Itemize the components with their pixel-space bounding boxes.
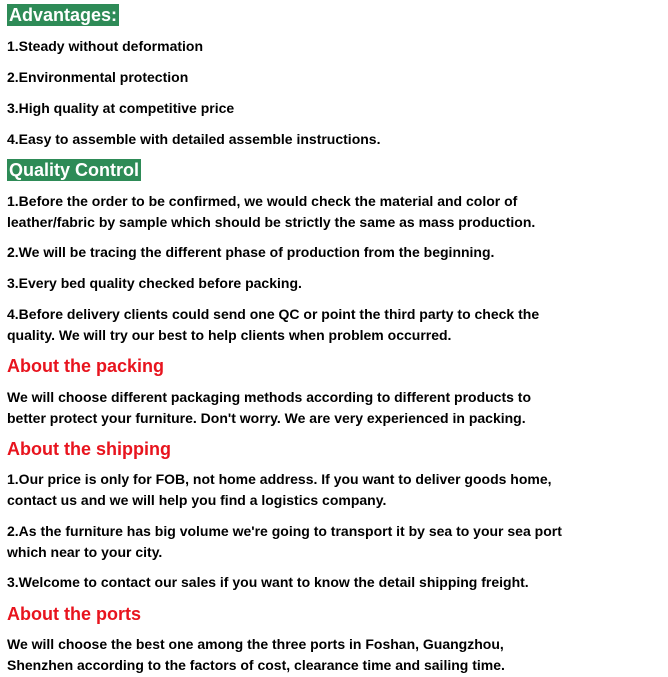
advantages-item-4: 4.Easy to assemble with detailed assemble instructions. <box>7 131 381 147</box>
packing-heading: About the packing <box>7 356 164 376</box>
quality-item-2: 2.We will be tracing the different phase of production from the beginning. <box>7 244 495 260</box>
packing-text: We will choose different packaging methods according to different products to better protect your furniture. Don't worry. We are very experienced in packing. <box>7 389 532 426</box>
shipping-item-3: 3.Welcome to contact our sales if you want to know the detail shipping freight. <box>7 574 529 590</box>
ports-heading: About the ports <box>7 604 141 624</box>
advantages-item-2: 2.Environmental protection <box>7 69 189 85</box>
quality-item-4: 4.Before delivery clients could send one QC or point the third party to check the quality. We will try our best to help clients when problem occurred. <box>7 306 540 343</box>
quality-item-3: 3.Every bed quality checked before packing. <box>7 275 302 291</box>
quality-item-1: 1.Before the order to be confirmed, we would check the material and color of leather/fabric by sample which should be strictly the same as mass production. <box>7 193 536 230</box>
shipping-item-2: 2.As the furniture has big volume we're going to transport it by sea to your sea port which near to your city. <box>7 523 562 560</box>
ports-text: We will choose the best one among the three ports in Foshan, Guangzhou, Shenzhen according to the factors of cost, clearance time and sailing time. <box>7 636 505 673</box>
quality-control-heading: Quality Control <box>9 160 139 180</box>
shipping-heading: About the shipping <box>7 439 171 459</box>
advantages-item-3: 3.High quality at competitive price <box>7 100 235 116</box>
advantages-item-1: 1.Steady without deformation <box>7 38 204 54</box>
advantages-heading: Advantages: <box>9 5 118 25</box>
shipping-item-1: 1.Our price is only for FOB, not home address. If you want to deliver goods home, contact us and we will help you find a logistics company. <box>7 471 552 508</box>
